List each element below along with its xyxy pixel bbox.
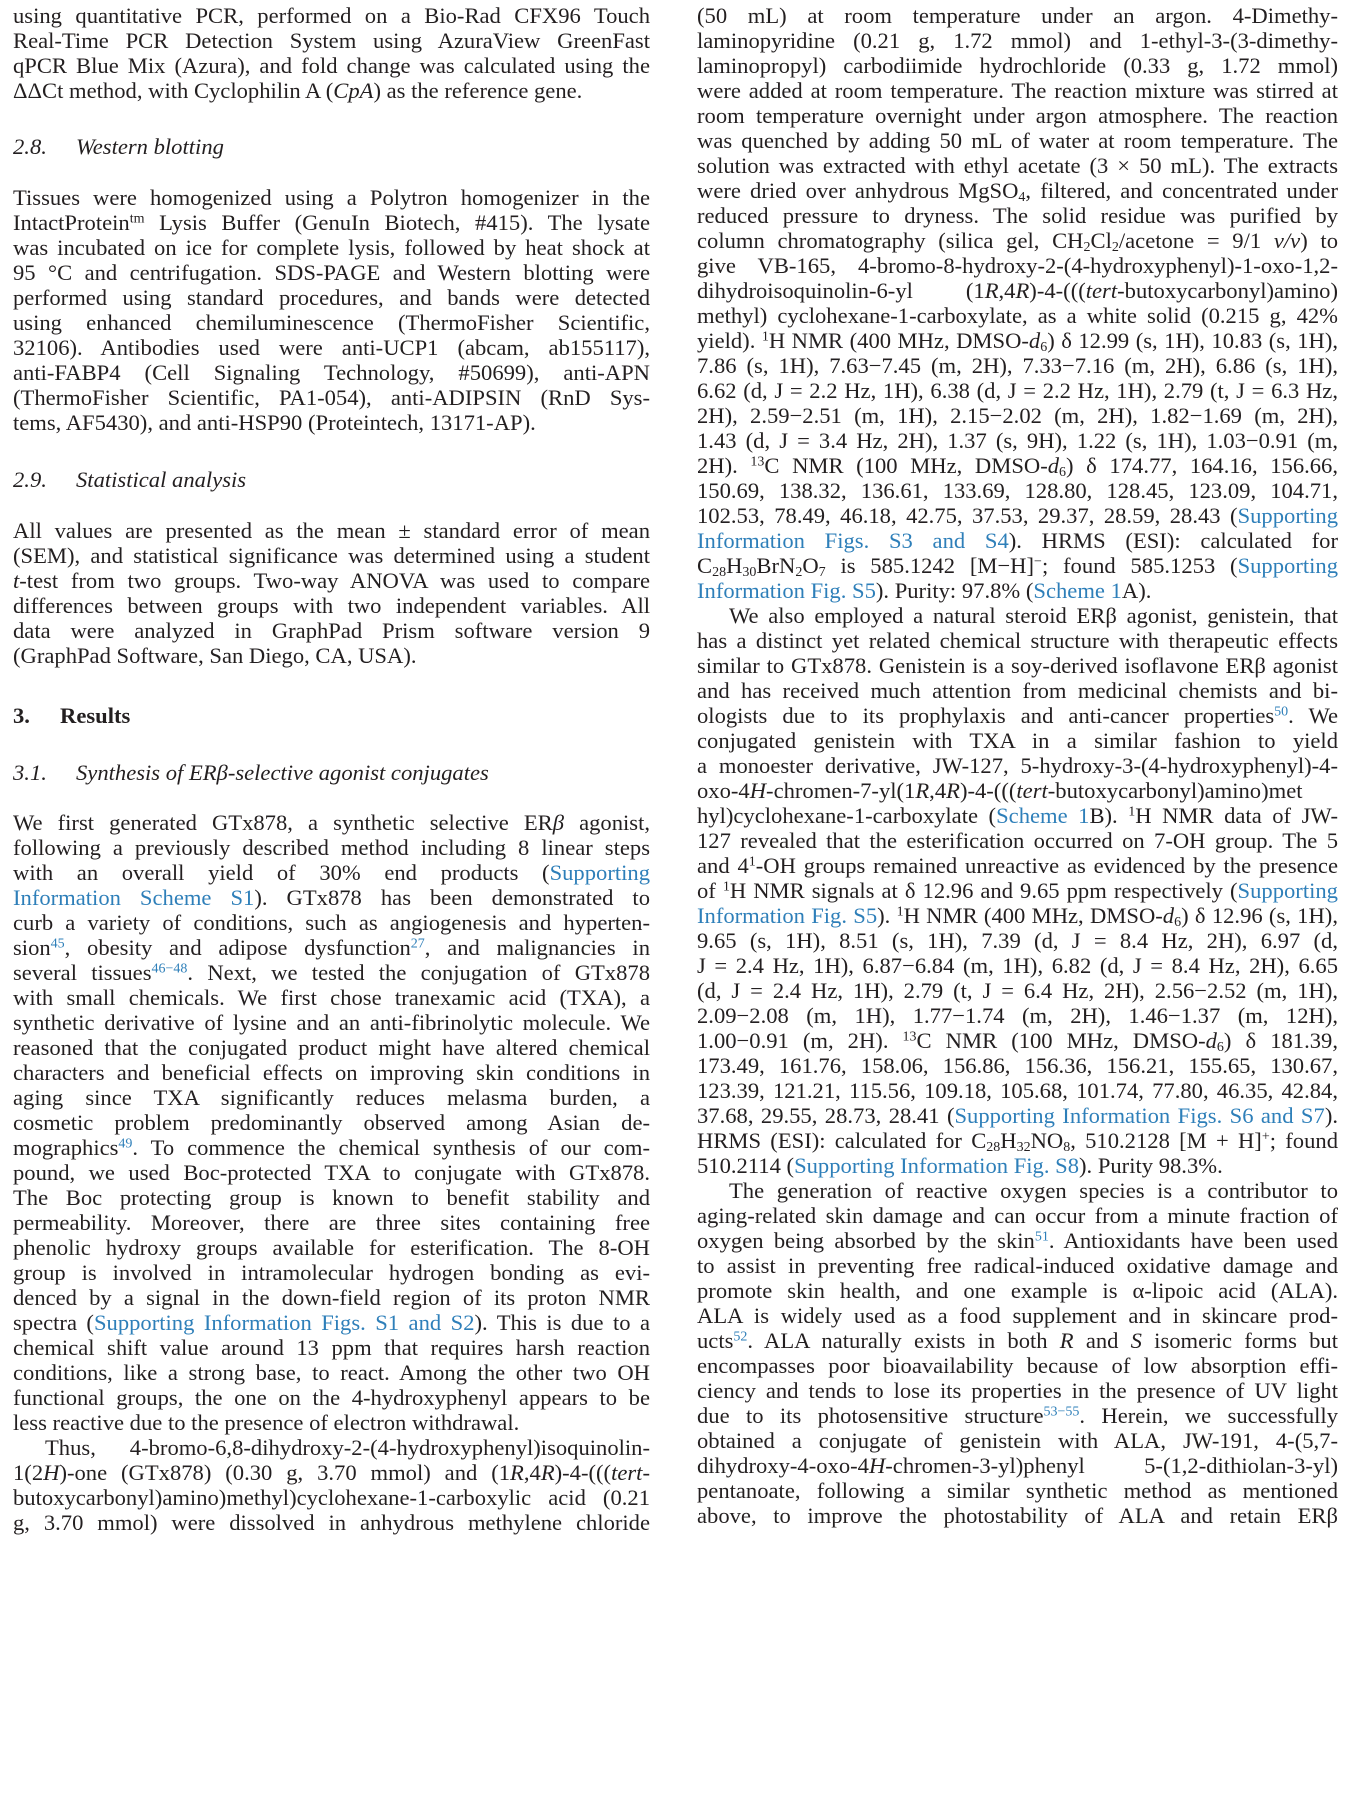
- text-line: The Boc protecting group is known to benefit stability and: [13, 1185, 650, 1210]
- text-line: spectra (Supporting Information Figs. S1 and S2). This is due to a: [13, 1310, 650, 1335]
- text-line: and has received much attention from medicinal chemists and bi-: [697, 678, 1338, 703]
- text-line: $C_{28}H_{30}BrN_2O_7$ is 585.1242 [M−H]−; found 585.1253 (Supporting: [697, 553, 1338, 580]
- text-line: 1(2H)-one (GTx878) (0.30 g, 3.70 mmol) and (1R,4R)-4-(((tert-: [13, 1460, 650, 1485]
- text-line: conditions, like a strong base, to react. Among the other two OH: [13, 1360, 650, 1385]
- supporting-info-link[interactable]: Supporting Information Figs. S1 and S2: [93, 1310, 475, 1335]
- text-line: 9.65 (s, 1H), 8.51 (s, 1H), 7.39 (d, J = 8.4 Hz, 2H), 6.97 (d,: [697, 928, 1338, 953]
- text-line: laminopyridine (0.21 g, 1.72 mmol) and 1-ethyl-3-(3-dimethy-: [697, 28, 1338, 53]
- text-line: Thus, 4-bromo-6,8-dihydroxy-2-(4-hydroxyphenyl)isoquinolin-: [45, 1435, 650, 1460]
- text-line: mographics$^{49}$. To commence the chemical synthesis of our com-: [13, 1135, 650, 1160]
- supporting-info-link[interactable]: Supporting: [1237, 553, 1338, 578]
- text-line: HRMS (ESI): calculated for $C_{28}H_{32}NO_8$, 510.2128 [M + H]+; found: [697, 1128, 1338, 1155]
- text-line: curb a variety of conditions, such as angiogenesis and hyperten-: [13, 910, 650, 935]
- text-line: 37.68, 29.55, 28.73, 28.41 (Supporting Information Figs. S6 and S7).: [697, 1103, 1338, 1128]
- text-line: dihydroisoquinolin-6-yl (1R,4R)-4-(((tert-butoxycarbonyl)amino): [697, 278, 1338, 303]
- supporting-info-link[interactable]: Information Fig. S5: [697, 578, 876, 603]
- text-line: ciency and tends to lose its properties in the presence of UV light: [697, 1378, 1338, 1403]
- text-line: a monoester derivative, JW-127, 5-hydroxy-3-(4-hydroxyphenyl)-4-: [697, 753, 1338, 778]
- text-line: has a distinct yet related chemical structure with therapeutic effects: [697, 628, 1338, 653]
- text-line: (SEM), and statistical significance was determined using a student: [13, 543, 650, 568]
- citation-link[interactable]: 51: [1034, 1229, 1049, 1245]
- text-line: anti-FABP4 (Cell Signaling Technology, #50699), anti-APN: [13, 360, 650, 385]
- text-line: qPCR Blue Mix (Azura), and fold change was calculated using the: [13, 53, 650, 78]
- text-line: solution was extracted with ethyl acetate (3 × 50 mL). The extracts: [697, 153, 1338, 178]
- citation-link[interactable]: 52: [733, 1329, 748, 1345]
- text-line: (d, J = 2.4 Hz, 1H), 2.79 (t, J = 6.4 Hz, 2H), 2.56−2.52 (m, 1H),: [697, 978, 1338, 1003]
- text-line: with small chemicals. We first chose tranexamic acid (TXA), a: [13, 985, 650, 1010]
- text-line: hyl)cyclohexane-1-carboxylate (Scheme 1B). $^1$H NMR data of JW-: [697, 803, 1338, 828]
- text-line: (GraphPad Software, San Diego, CA, USA).: [13, 643, 417, 668]
- text-line: 123.39, 121.21, 115.56, 109.18, 105.68, 101.74, 77.80, 46.35, 42.84,: [697, 1078, 1338, 1103]
- citation-link[interactable]: 50: [1274, 704, 1289, 720]
- text-line: encompasses poor bioavailability because of low absorption effi-: [697, 1353, 1338, 1378]
- text-line: 2H), 2.59−2.51 (m, 1H), 2.15−2.02 (m, 2H), 1.82−1.69 (m, 2H),: [697, 403, 1338, 428]
- text-line: The generation of reactive oxygen species is a contributor to: [729, 1178, 1338, 1203]
- text-line: due to its photosensitive structure$^{53-55}$. Herein, we successfully: [697, 1403, 1338, 1428]
- scheme-link[interactable]: Scheme 1: [996, 803, 1090, 828]
- text-line: 95 °C and centrifugation. SDS-PAGE and Western blotting were: [13, 260, 650, 285]
- text-line: 173.49, 161.76, 158.06, 156.86, 156.36, 156.21, 155.65, 130.67,: [697, 1053, 1338, 1078]
- text-line: using quantitative PCR, performed on a Bio-Rad CFX96 Touch: [13, 3, 650, 28]
- text-line: pentanoate, following a similar synthetic method as mentioned: [697, 1478, 1338, 1503]
- section-heading-3: 3. Results: [13, 703, 131, 728]
- text-line: to assist in preventing free radical-induced oxidative damage and: [697, 1253, 1338, 1278]
- text-line: was incubated on ice for complete lysis, followed by heat shock at: [13, 235, 650, 260]
- text-line: ALA is widely used as a food supplement and in skincare prod-: [697, 1303, 1338, 1328]
- text-line: Information Scheme S1). GTx878 has been demonstrated to: [13, 885, 650, 910]
- text-line: several tissues$^{46-48}$. Next, we tested the conjugation of GTx878: [13, 960, 650, 985]
- text-line: Tissues were homogenized using a Polytron homogenizer in the: [13, 185, 650, 210]
- text-line: were added at room temperature. The reaction mixture was stirred at: [697, 78, 1338, 103]
- supporting-info-link[interactable]: Information Scheme S1: [13, 885, 255, 910]
- text-line: We also employed a natural steroid ERβ agonist, genistein, that: [729, 603, 1338, 628]
- text-line: 1.43 (d, J = 3.4 Hz, 2H), 1.37 (s, 9H), 1.22 (s, 1H), 1.03−0.91 (m,: [697, 428, 1338, 453]
- text-line: 2H). $^{13}$C NMR (100 MHz, DMSO-$d_6$) δ 174.77, 164.16, 156.66,: [697, 453, 1338, 480]
- text-line: room temperature overnight under argon atmosphere. The reaction: [697, 103, 1338, 128]
- text-line: 1.00−0.91 (m, 2H). $^{13}$C NMR (100 MHz, DMSO-$d_6$) δ 181.39,: [697, 1028, 1338, 1055]
- text-line: 510.2114 (Supporting Information Fig. S8). Purity 98.3%.: [697, 1153, 1223, 1178]
- text-line: aging since TXA significantly reduces melasma burden, a: [13, 1085, 650, 1110]
- text-line: conjugated genistein with TXA in a similar fashion to yield: [697, 728, 1338, 753]
- text-line: similar to GTx878. Genistein is a soy-derived isoflavone ERβ agonist: [697, 653, 1338, 678]
- text-line: phenolic hydroxy groups available for esterification. The 8-OH: [13, 1235, 650, 1260]
- text-line: cosmetic problem predominantly observed among Asian de-: [13, 1110, 650, 1135]
- citation-link[interactable]: 27: [410, 936, 425, 952]
- text-line: 32106). Antibodies used were anti-UCP1 (abcam, ab155117),: [13, 335, 650, 360]
- supporting-info-link[interactable]: Information Fig. S5: [697, 903, 878, 928]
- text-line: dihydroxy-4-oxo-4H-chromen-3-yl)phenyl 5-(1,2-dithiolan-3-yl): [697, 1453, 1338, 1478]
- citation-link[interactable]: 46−48: [151, 961, 188, 977]
- text-line: t-test from two groups. Two-way ANOVA was used to compare: [13, 568, 650, 593]
- supporting-info-link[interactable]: Supporting: [1237, 878, 1338, 903]
- text-line: characters and beneficial effects on improving skin conditions in: [13, 1060, 650, 1085]
- text-line: J = 2.4 Hz, 1H), 6.87−6.84 (m, 1H), 6.82 (d, J = 8.4 Hz, 2H), 6.65: [697, 953, 1338, 978]
- text-line: chemical shift value around 13 ppm that requires harsh reaction: [13, 1335, 650, 1360]
- text-line: IntactProtein$^{tm}$ Lysis Buffer (GenuIn Biotech, #415). The lysate: [13, 210, 650, 235]
- text-line: Real-Time PCR Detection System using AzuraView GreenFast: [13, 28, 650, 53]
- text-line: give VB-165, 4-bromo-8-hydroxy-2-(4-hydroxyphenyl)-1-oxo-1,2-: [697, 253, 1338, 278]
- text-line: and $4^1-OH$ groups remained unreactive as evidenced by the presence: [697, 853, 1338, 878]
- supporting-info-link[interactable]: Supporting: [1237, 503, 1338, 528]
- text-line: ologists due to its prophylaxis and anti-cancer properties$^{50}$. We: [697, 703, 1338, 728]
- supporting-info-link[interactable]: Supporting: [549, 860, 650, 885]
- text-line: methyl) cyclohexane-1-carboxylate, as a white solid (0.215 g, 42%: [697, 303, 1338, 328]
- text-line: group is involved in intramolecular hydrogen bonding as evi-: [13, 1260, 650, 1285]
- text-line: Information Fig. S5). $^1$H NMR (400 MHz, DMSO-$d_6$) δ 12.96 (s, 1H),: [697, 903, 1338, 930]
- text-line: with an overall yield of 30% end products (Supporting: [13, 860, 650, 885]
- supporting-info-link[interactable]: Information Figs. S3 and S4: [697, 528, 1009, 553]
- text-line: using enhanced chemiluminescence (ThermoFisher Scientific,: [13, 310, 650, 335]
- text-line: denced by a signal in the down-field region of its proton NMR: [13, 1285, 650, 1310]
- text-line: obtained a conjugate of genistein with ALA, JW-191, 4-(5,7-: [697, 1428, 1338, 1453]
- text-line: 127 revealed that the esterification occurred on 7-OH group. The 5: [697, 828, 1338, 853]
- text-line: performed using standard procedures, and bands were detected: [13, 285, 650, 310]
- section-heading-2-8: 2.8. Western blotting: [13, 134, 224, 159]
- text-line: All values are presented as the mean ± standard error of mean: [13, 518, 650, 543]
- text-line: pound, we used Boc-protected TXA to conjugate with GTx878.: [13, 1160, 650, 1185]
- text-line: data were analyzed in GraphPad Prism software version 9: [13, 618, 650, 643]
- text-line: aging-related skin damage and can occur from a minute fraction of: [697, 1203, 1338, 1228]
- text-line: yield). $^1$H NMR (400 MHz, DMSO-$d_6$) δ 12.99 (s, 1H), 10.83 (s, 1H),: [697, 328, 1338, 355]
- text-line: 6.62 (d, J = 2.2 Hz, 1H), 6.38 (d, J = 2.2 Hz, 1H), 2.79 (t, J = 6.3 Hz,: [697, 378, 1338, 403]
- scheme-link[interactable]: Scheme 1: [1033, 578, 1122, 603]
- text-line: permeability. Moreover, there are three sites containing free: [13, 1210, 650, 1235]
- text-line: butoxycarbonyl)amino)methyl)cyclohexane-1-carboxylic acid (0.21: [13, 1485, 650, 1510]
- text-line: 2.09−2.08 (m, 1H), 1.77−1.74 (m, 2H), 1.46−1.37 (m, 12H),: [697, 1003, 1338, 1028]
- supporting-info-link[interactable]: Supporting Information Figs. S6 and S7: [954, 1103, 1325, 1128]
- text-line: (50 mL) at room temperature under an argon. 4-Dimethy-: [697, 3, 1338, 28]
- text-line: reasoned that the conjugated product might have altered chemical: [13, 1035, 650, 1060]
- text-line: (ThermoFisher Scientific, PA1-054), anti-ADIPSIN (RnD Sys-: [13, 385, 650, 410]
- text-line: 150.69, 138.32, 136.61, 133.69, 128.80, 128.45, 123.09, 104.71,: [697, 478, 1338, 503]
- citation-link[interactable]: 45: [50, 936, 65, 952]
- text-line: We first generated GTx878, a synthetic selective ERβ agonist,: [13, 810, 650, 835]
- text-line: promote skin health, and one example is α-lipoic acid (ALA).: [697, 1278, 1338, 1303]
- text-line: g, 3.70 mmol) were dissolved in anhydrous methylene chloride: [13, 1510, 650, 1535]
- text-line: Information Fig. S5). Purity: 97.8% (Scheme 1A).: [697, 578, 1152, 603]
- section-heading-2-9: 2.9. Statistical analysis: [13, 467, 247, 492]
- text-line: ucts$^{52}$. ALA naturally exists in both R and S isomeric forms but: [697, 1328, 1338, 1353]
- text-line: functional groups, the one on the 4-hydroxyphenyl appears to be: [13, 1385, 650, 1410]
- text-line: was quenched by adding 50 mL of water at room temperature. The: [697, 128, 1338, 153]
- text-line: following a previously described method including 8 linear steps: [13, 835, 650, 860]
- text-line: ΔΔCt method, with Cyclophilin A (CpA) as the reference gene.: [13, 78, 583, 103]
- text-line: sion$^{45}$, obesity and adipose dysfunction$^{27}$, and malignancies in: [13, 935, 650, 960]
- text-line: of $^1$H NMR signals at δ 12.96 and 9.65 ppm respectively (Supporting: [697, 878, 1338, 903]
- text-line: 7.86 (s, 1H), 7.63−7.45 (m, 2H), 7.33−7.16 (m, 2H), 6.86 (s, 1H),: [697, 353, 1338, 378]
- section-heading-3-1: 3.1. Synthesis of ERβ-selective agonist conjugates: [13, 760, 489, 785]
- text-line: oxo-4H-chromen-7-yl(1R,4R)-4-(((tert-butoxycarbonyl)amino)met: [697, 778, 1303, 803]
- supporting-info-link[interactable]: Supporting Information Fig. S8: [794, 1153, 1079, 1178]
- text-line: synthetic derivative of lysine and an anti-fibrinolytic molecule. We: [13, 1010, 650, 1035]
- text-line: laminopropyl) carbodiimide hydrochloride (0.33 g, 1.72 mmol): [697, 53, 1338, 78]
- text-line: were dried over anhydrous MgSO$_4$, filtered, and concentrated under: [697, 178, 1338, 205]
- text-line: 102.53, 78.49, 46.18, 42.75, 37.53, 29.37, 28.59, 28.43 (Supporting: [697, 503, 1338, 528]
- text-line: reduced pressure to dryness. The solid residue was purified by: [697, 203, 1338, 228]
- text-line: less reactive due to the presence of electron withdrawal.: [13, 1410, 520, 1435]
- text-line: tems, AF5430), and anti-HSP90 (Proteintech, 13171-AP).: [13, 410, 536, 435]
- text-line: above, to improve the photostability of ALA and retain ERβ: [697, 1503, 1338, 1528]
- citation-link[interactable]: 53−55: [1043, 1404, 1080, 1420]
- text-line: Information Figs. S3 and S4). HRMS (ESI): calculated for: [697, 528, 1338, 553]
- text-line: differences between groups with two independent variables. All: [13, 593, 650, 618]
- text-line: column chromatography (silica gel, $CH_2Cl_2$/acetone = 9/1 v/v) to: [697, 228, 1338, 255]
- text-line: oxygen being absorbed by the skin$^{51}$. Antioxidants have been used: [697, 1228, 1338, 1253]
- citation-link[interactable]: 49: [118, 1136, 133, 1152]
